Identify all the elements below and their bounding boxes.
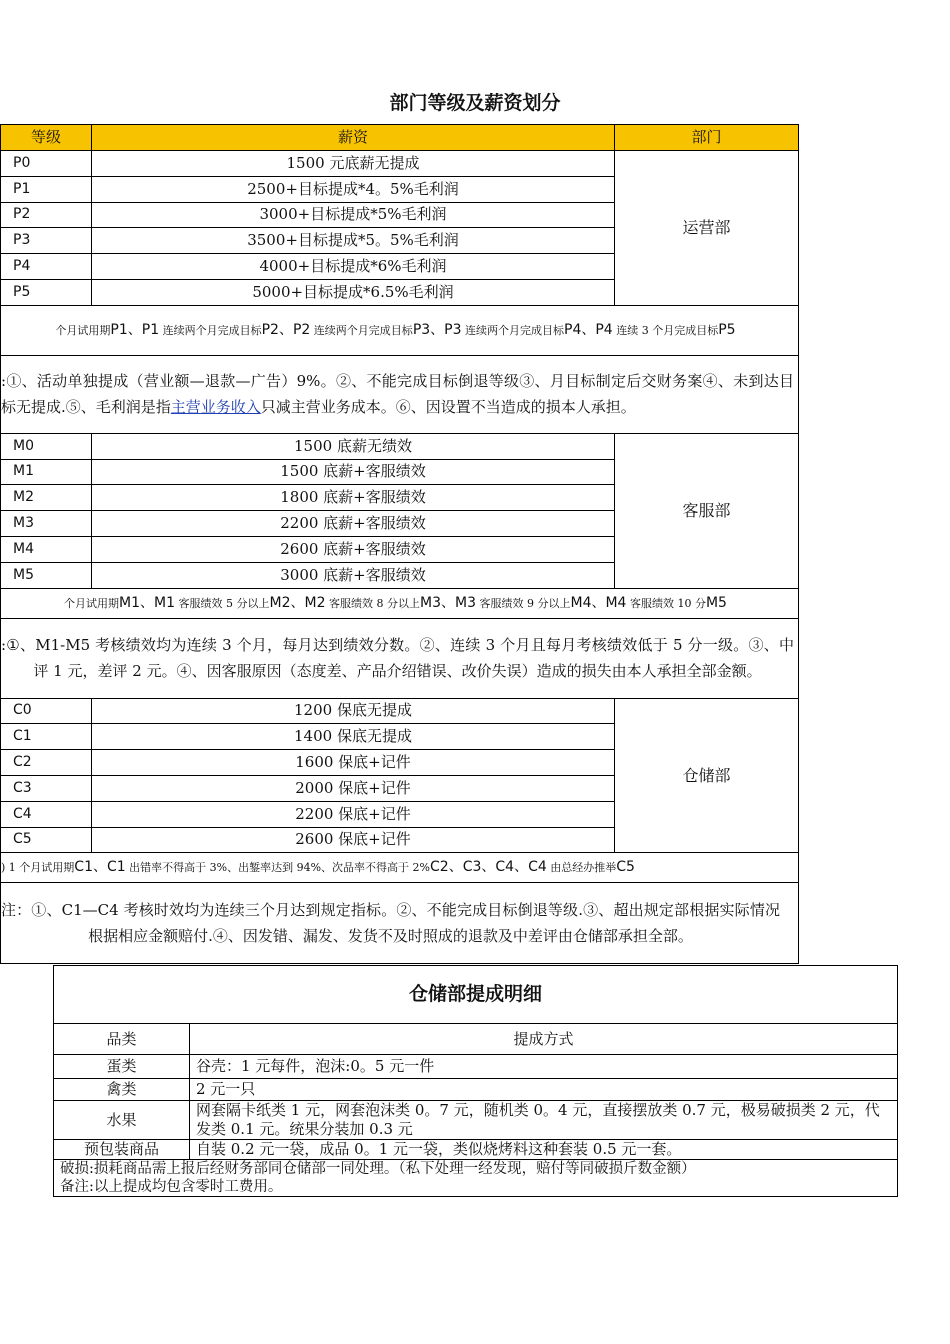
commission-footnotes bbox=[54, 1160, 898, 1197]
promotion-segment: 出错率不得高于 3%、出錾率达到 94%、次品率不得高于 2% bbox=[125, 861, 431, 875]
salary-cell: 1500 底薪+客服绩效 bbox=[92, 459, 615, 485]
salary-cell: 1200 保底无提成 bbox=[92, 698, 615, 724]
promotion-segment: P4、P4 bbox=[564, 321, 613, 338]
header-category: 品类 bbox=[54, 1024, 190, 1055]
category-cell: 水果 bbox=[54, 1101, 190, 1140]
note-ops bbox=[1, 355, 799, 433]
promotion-segment: 连续 3 个月完成目标 bbox=[612, 323, 719, 337]
promotion-segment: M1、M1 bbox=[119, 594, 176, 611]
grade-cell: P0 bbox=[1, 151, 92, 177]
dept-cell-ops: 运营部 bbox=[615, 151, 799, 306]
table-row bbox=[1, 433, 799, 459]
salary-cell: 2000 保底+记件 bbox=[92, 775, 615, 801]
promotion-path-ops bbox=[1, 305, 799, 355]
grade-cell: C4 bbox=[1, 801, 92, 827]
dept-cell-wh: 仓储部 bbox=[615, 698, 799, 853]
warehouse-commission-table bbox=[53, 965, 898, 1197]
method-cell: 自装 0.2 元一袋，成品 0。1 元一袋，类似烧烤料这种套装 0.5 元一套。 bbox=[190, 1140, 898, 1160]
salary-cell: 3000+目标提成*5%毛利润 bbox=[92, 202, 615, 228]
promotion-segment: 客服绩效 10 分 bbox=[626, 596, 706, 610]
salary-cell: 4000+目标提成*6%毛利润 bbox=[92, 254, 615, 280]
table-row bbox=[54, 1055, 898, 1079]
table-header-row bbox=[1, 125, 799, 151]
promotion-segment: P3、P3 bbox=[412, 321, 462, 338]
promotion-path-wh bbox=[1, 853, 799, 883]
grade-cell: P3 bbox=[1, 228, 92, 254]
promotion-row-wh bbox=[1, 853, 799, 883]
promotion-segment: 客服绩效 9 分以上 bbox=[475, 596, 571, 610]
category-cell: 预包装商品 bbox=[54, 1140, 190, 1160]
grade-cell: P4 bbox=[1, 254, 92, 280]
note-ops-link[interactable]: 主营业务收入 bbox=[170, 398, 261, 417]
grade-cell: C1 bbox=[1, 724, 92, 750]
table-row bbox=[1, 698, 799, 724]
header-salary: 薪资 bbox=[92, 125, 615, 151]
promotion-segment: ) 1 个月试用期 bbox=[1, 861, 75, 875]
promotion-row-ops bbox=[1, 305, 799, 355]
page-title: 部门等级及薪资划分 bbox=[389, 92, 561, 114]
promotion-segment: 由总经办推举 bbox=[546, 861, 617, 875]
grade-cell: M5 bbox=[1, 562, 92, 588]
promotion-segment: C2、C3、C4、C4 bbox=[430, 859, 547, 876]
salary-cell: 3000 底薪+客服绩效 bbox=[92, 562, 615, 588]
grade-cell: M2 bbox=[1, 485, 92, 511]
note-cs: :①、M1-M5 考核绩效均为连续 3 个月，每月达到绩效分数。②、连续 3 个月且每月考核绩效低于 5 分一级。③、中评 1 元，差评 2 元。④、因客服原因（态度差、产品介绍错误、改价失误）造成的损失由本人承担全部金额。 bbox=[1, 618, 799, 698]
grade-cell: C5 bbox=[1, 827, 92, 853]
salary-cell: 2200 底薪+客服绩效 bbox=[92, 511, 615, 537]
grade-cell: C0 bbox=[1, 698, 92, 724]
grade-cell: P1 bbox=[1, 176, 92, 202]
grade-cell: P2 bbox=[1, 202, 92, 228]
method-cell: 2 元一只 bbox=[190, 1079, 898, 1101]
promotion-segment: C5 bbox=[616, 859, 635, 876]
method-cell: 网套隔卡纸类 1 元，网套泡沫类 0。7 元，随机类 0。4 元，直接摆放类 0.7 元，极易破损类 2 元，代发类 0.1 元。统果分装加 0.3 元 bbox=[190, 1101, 898, 1140]
promotion-segment: 客服绩效 8 分以上 bbox=[325, 596, 420, 610]
salary-cell: 2600 底薪+客服绩效 bbox=[92, 536, 615, 562]
header-dept: 部门 bbox=[615, 125, 799, 151]
note-wh: 注：①、C1—C4 考核时效均为连续三个月达到规定指标。②、不能完成目标倒退等级.③、超出规定部根据实际情况根据相应金额赔付.④、因发错、漏发、发货不及时照成的退款及中差评由仓储部承担全部。 bbox=[1, 883, 799, 964]
salary-cell: 1400 保底无提成 bbox=[92, 724, 615, 750]
promotion-segment: M5 bbox=[705, 594, 727, 611]
promotion-segment: 客服绩效 5 分以上 bbox=[175, 596, 270, 610]
salary-cell: 2600 保底+记件 bbox=[92, 827, 615, 853]
note-ops-text-a: :①、活动单独提成（营业额—退款—广告）9%。②、不能完成目标倒退等级③、月目标制定后交财务案④、未到达目标无提成.⑤、毛利润是指 bbox=[1, 372, 794, 417]
grade-cell: M3 bbox=[1, 511, 92, 537]
promotion-segment: P5 bbox=[718, 321, 736, 338]
promotion-segment: 个月试用期 bbox=[55, 323, 111, 337]
promotion-segment: 连续两个月完成目标 bbox=[310, 323, 413, 337]
salary-cell: 1800 底薪+客服绩效 bbox=[92, 485, 615, 511]
category-cell: 蛋类 bbox=[54, 1055, 190, 1079]
promotion-segment: M2、M2 bbox=[269, 594, 326, 611]
salary-cell: 1500 底薪无绩效 bbox=[92, 433, 615, 459]
table-row bbox=[54, 1079, 898, 1101]
grade-cell: C3 bbox=[1, 775, 92, 801]
salary-cell: 1500 元底薪无提成 bbox=[92, 151, 615, 177]
dept-cell-cs: 客服部 bbox=[615, 433, 799, 588]
table-row bbox=[54, 1101, 898, 1140]
promotion-segment: M3、M3 bbox=[420, 594, 476, 611]
grade-cell: M0 bbox=[1, 433, 92, 459]
promotion-segment: P2、P2 bbox=[261, 321, 311, 338]
promotion-path-cs bbox=[1, 588, 799, 618]
table-row bbox=[1, 151, 799, 177]
note-row-wh bbox=[1, 883, 799, 964]
damage-note: 破损:损耗商品需上报后经财务部同仓储部一同处理。（私下处理一经发现，赔付等同破损斤数金额） bbox=[60, 1161, 696, 1177]
promotion-segment: 连续两个月完成目标 bbox=[461, 323, 565, 337]
salary-grade-table bbox=[0, 124, 799, 964]
promotion-segment: 个月试用期 bbox=[64, 596, 120, 610]
salary-cell: 3500+目标提成*5。5%毛利润 bbox=[92, 228, 615, 254]
promotion-segment: M4、M4 bbox=[570, 594, 627, 611]
salary-cell: 1600 保底+记件 bbox=[92, 750, 615, 776]
grade-cell: C2 bbox=[1, 750, 92, 776]
note-row-ops bbox=[1, 355, 799, 433]
commission-table-title: 仓储部提成明细 bbox=[54, 966, 898, 1024]
note-row-cs bbox=[1, 618, 799, 698]
salary-cell: 2200 保底+记件 bbox=[92, 801, 615, 827]
salary-cell: 5000+目标提成*6.5%毛利润 bbox=[92, 279, 615, 305]
promotion-segment: 连续两个月完成目标 bbox=[159, 323, 262, 337]
method-cell: 谷壳：1 元每件，泡沫:0。5 元一件 bbox=[190, 1055, 898, 1079]
note-ops-text-b: 只减主营业务成本。⑥、因设置不当造成的损本人承担。 bbox=[260, 398, 636, 417]
header-method: 提成方式 bbox=[190, 1024, 898, 1055]
salary-cell: 2500+目标提成*4。5%毛利润 bbox=[92, 176, 615, 202]
promotion-row-cs bbox=[1, 588, 799, 618]
grade-cell: M4 bbox=[1, 536, 92, 562]
remark-note: 备注:以上提成均包含零时工费用。 bbox=[60, 1179, 283, 1195]
promotion-segment: P1、P1 bbox=[110, 321, 160, 338]
category-cell: 禽类 bbox=[54, 1079, 190, 1101]
promotion-segment: C1、C1 bbox=[74, 859, 126, 876]
header-grade: 等级 bbox=[1, 125, 92, 151]
table-row bbox=[54, 1140, 898, 1160]
grade-cell: M1 bbox=[1, 459, 92, 485]
grade-cell: P5 bbox=[1, 279, 92, 305]
